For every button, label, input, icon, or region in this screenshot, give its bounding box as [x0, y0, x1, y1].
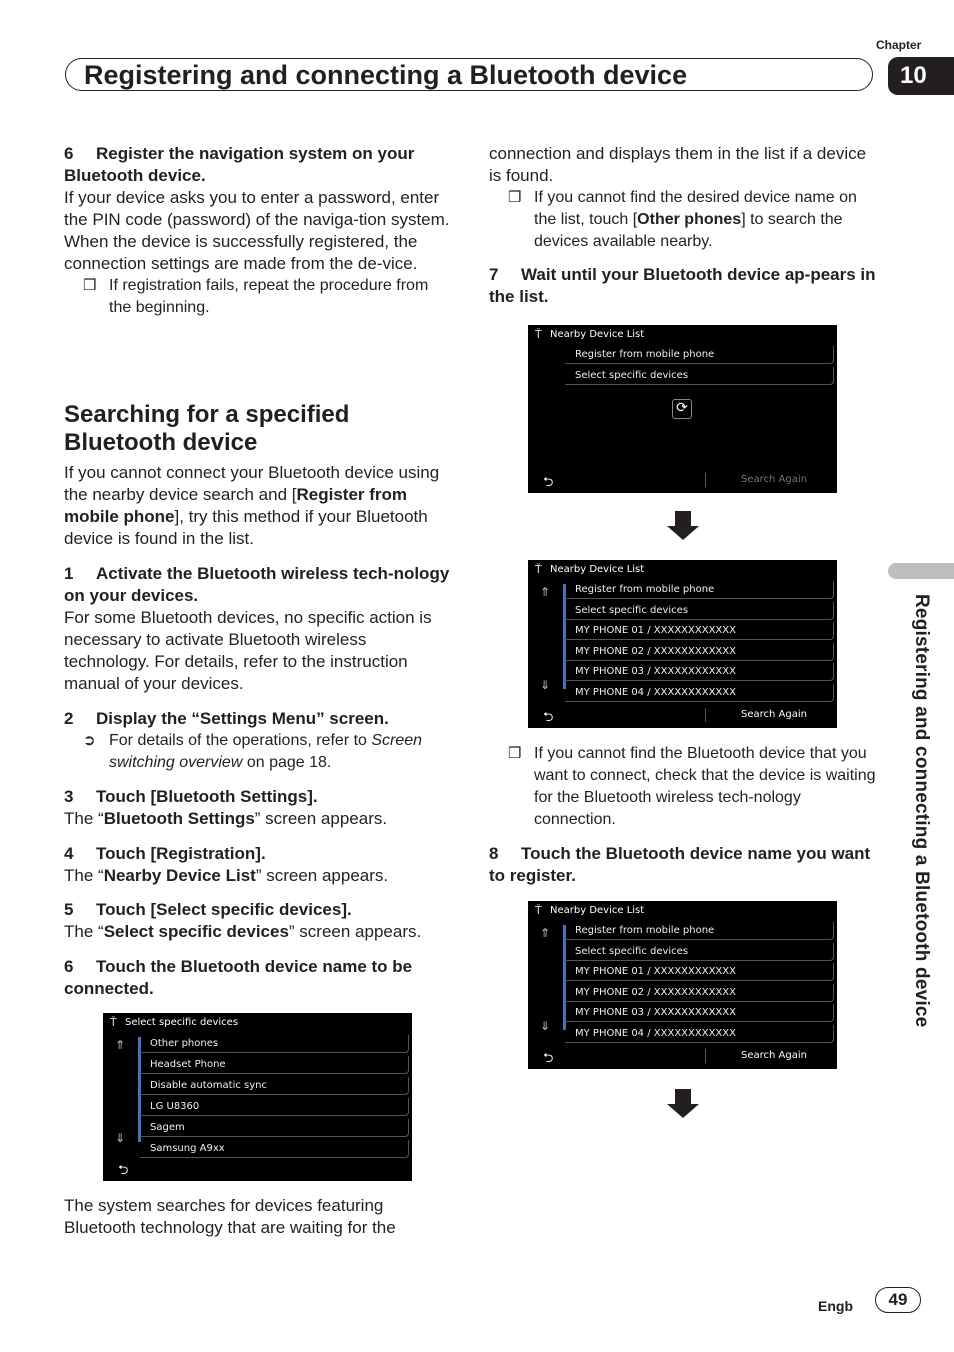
screen-header: Ť Select specific devices — [103, 1013, 412, 1033]
back-arrow-icon[interactable]: ⮌ — [543, 475, 554, 490]
list-item[interactable]: LG U8360 — [140, 1098, 409, 1116]
list-item[interactable]: MY PHONE 01 / XXXXXXXXXXXX — [565, 622, 834, 640]
chapter-label: Chapter — [876, 38, 922, 52]
arrow-bullet-icon: ➲ — [83, 732, 96, 749]
list-item[interactable]: MY PHONE 03 / XXXXXXXXXXXX — [565, 663, 834, 681]
checkbox-bullet-icon: ❒ — [508, 189, 522, 206]
list-item[interactable]: Samsung A9xx — [140, 1140, 409, 1158]
step-6-body-2: When the device is successfully registered, the connection settings are made from the de-vice. — [64, 232, 418, 273]
antenna-icon: Ť — [535, 328, 542, 341]
screen-header: Ť Nearby Device List — [528, 325, 837, 345]
search-again-button[interactable]: Search Again — [741, 474, 807, 485]
scroll-down-icon[interactable]: ⇓ — [540, 678, 551, 692]
scroll-up-icon[interactable]: ⇑ — [540, 926, 551, 940]
back-arrow-icon[interactable]: ⮌ — [118, 1163, 129, 1178]
antenna-icon: Ť — [535, 904, 542, 917]
list-item[interactable]: MY PHONE 02 / XXXXXXXXXXXX — [565, 643, 834, 661]
list-item[interactable]: Register from mobile phone — [565, 922, 834, 940]
step-6-note: ❒ If registration fails, repeat the procedure from the beginning. — [83, 277, 429, 316]
list-item[interactable]: MY PHONE 02 / XXXXXXXXXXXX — [565, 984, 834, 1002]
checkbox-bullet-icon: ❒ — [508, 745, 522, 762]
step-3-body: The “Bluetooth Settings” screen appears. — [64, 809, 388, 828]
step-1: 1 Activate the Bluetooth wireless tech-nology on your devices. — [64, 564, 450, 605]
page-title: Registering and connecting a Bluetooth device — [84, 60, 688, 90]
closing-text: The system searches for devices featuring Bluetooth technology that are waiting for the — [64, 1196, 396, 1237]
scroll-down-icon[interactable]: ⇓ — [540, 1019, 551, 1033]
step-7: 7 Wait until your Bluetooth device ap-pears in the list. — [489, 265, 876, 306]
scroll-down-icon[interactable]: ⇓ — [115, 1131, 126, 1145]
checkbox-bullet-icon: ❒ — [83, 277, 97, 294]
back-arrow-icon[interactable]: ⮌ — [543, 710, 554, 725]
step-4-body: The “Nearby Device List” screen appears. — [64, 866, 389, 885]
scroll-up-icon[interactable]: ⇑ — [115, 1038, 126, 1052]
screen-header: Ť Nearby Device List — [528, 901, 837, 921]
list-item[interactable]: MY PHONE 01 / XXXXXXXXXXXX — [565, 963, 834, 981]
divider — [705, 473, 706, 487]
refresh-icon: ⟳ — [672, 399, 692, 419]
step-1-body: For some Bluetooth devices, no specific action is necessary to activate Bluetooth wireless technology. For details, refer to the instruction manual of your devices. — [64, 608, 432, 693]
right-column-lower — [489, 743, 879, 887]
step-6-body-1: If your device asks you to enter a password, enter the PIN code (password) of the naviga-tion system. — [64, 188, 450, 229]
step-8: 8 Touch the Bluetooth device name you want to register. — [489, 844, 871, 885]
side-chapter-title: Registering and connecting a Bluetooth device — [911, 594, 932, 1028]
list-item[interactable]: Register from mobile phone — [565, 346, 834, 364]
list-item[interactable]: Sagem — [140, 1119, 409, 1137]
search-again-button[interactable]: Search Again — [741, 709, 807, 720]
step-6-register: 6 Register the navigation system on your Bluetooth device. — [64, 144, 415, 185]
list-item[interactable]: MY PHONE 04 / XXXXXXXXXXXX — [565, 1025, 834, 1043]
note-device-waiting: ❒ If you cannot find the Bluetooth device that you want to connect, check that the device is waiting for the Bluetooth wireless tech-nology connection. — [508, 745, 876, 828]
page-number: 49 — [875, 1287, 921, 1313]
nearby-found-screen — [528, 560, 837, 728]
list-item[interactable]: Headset Phone — [140, 1056, 409, 1074]
step-2: 2 Display the “Settings Menu” screen. — [64, 709, 389, 728]
back-arrow-icon[interactable]: ⮌ — [543, 1051, 554, 1066]
list-item[interactable]: Register from mobile phone — [565, 581, 834, 599]
chapter-number: 10 — [888, 57, 954, 95]
note-other-phones: ❒ If you cannot find the desired device name on the list, touch [Other phones] to search the devices available nearby. — [508, 189, 857, 250]
list-item[interactable]: Select specific devices — [565, 367, 834, 385]
step-6-touch: 6 Touch the Bluetooth device name to be connected. — [64, 957, 413, 998]
list-item[interactable]: MY PHONE 04 / XXXXXXXXXXXX — [565, 684, 834, 702]
list-item[interactable]: MY PHONE 03 / XXXXXXXXXXXX — [565, 1004, 834, 1022]
right-column — [489, 143, 879, 308]
list-item[interactable]: Select specific devices — [565, 602, 834, 620]
list-item[interactable]: Select specific devices — [565, 943, 834, 961]
antenna-icon: Ť — [535, 563, 542, 576]
step-3: 3 Touch [Bluetooth Settings]. — [64, 787, 318, 806]
language-code: Engb — [818, 1298, 853, 1314]
section-search — [64, 401, 454, 1000]
step-5: 5 Touch [Select specific devices]. — [64, 900, 352, 919]
section-heading: Searching for a specified Bluetooth device — [64, 401, 350, 456]
scroll-up-icon[interactable]: ⇑ — [540, 585, 551, 599]
divider — [705, 708, 706, 722]
side-tab — [888, 563, 954, 579]
section-intro: If you cannot connect your Bluetooth device using the nearby device search and [Register from mobile phone], try this method if your Bluetooth device is found in the list. — [64, 463, 440, 548]
step-2-note: ➲ For details of the operations, refer to Screen switching overview on page 18. — [83, 732, 423, 771]
select-devices-screen — [103, 1013, 412, 1181]
nearby-select-screen — [528, 901, 837, 1069]
continued-text: connection and displays them in the list if a device is found. — [489, 144, 867, 185]
list-item[interactable]: Other phones — [140, 1035, 409, 1053]
list-item[interactable]: Disable automatic sync — [140, 1077, 409, 1095]
step-5-body: The “Select specific devices” screen appears. — [64, 922, 422, 941]
screen-header: Ť Nearby Device List — [528, 560, 837, 580]
nearby-searching-screen — [528, 325, 837, 493]
step-4: 4 Touch [Registration]. — [64, 844, 266, 863]
divider — [705, 1049, 706, 1063]
search-again-button[interactable]: Search Again — [741, 1050, 807, 1061]
antenna-icon: Ť — [110, 1016, 117, 1029]
left-column — [64, 143, 454, 319]
